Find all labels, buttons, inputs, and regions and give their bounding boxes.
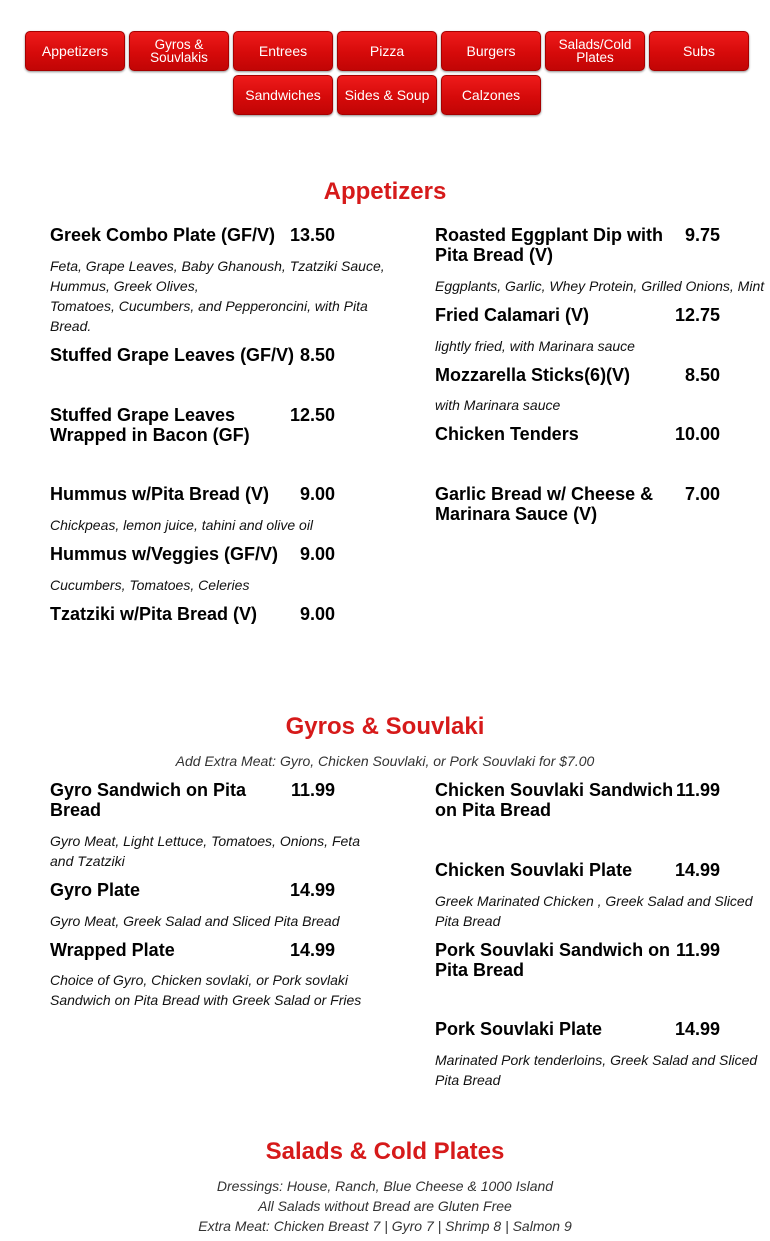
menu-item-name: Stuffed Grape Leaves (GF/V) bbox=[50, 345, 295, 365]
menu-item-price: 8.50 bbox=[684, 365, 720, 385]
description-line: Feta, Grape Leaves, Baby Ghanoush, Tzatziki Sauce, bbox=[50, 258, 385, 274]
description-line: Bread. bbox=[50, 318, 92, 334]
menu-item-price: 12.75 bbox=[674, 305, 720, 325]
section-title-salads: Salads & Cold Plates bbox=[265, 1138, 505, 1165]
nav-burgers-button[interactable]: Burgers bbox=[441, 31, 541, 71]
menu-item-name: Wrapped Plate bbox=[50, 940, 175, 960]
menu-item-name: Chicken Souvlaki Sandwich on Pita Bread bbox=[435, 780, 674, 820]
nav-salads-button[interactable]: Salads/Cold Plates bbox=[545, 31, 645, 71]
menu-item-price: 8.50 bbox=[299, 345, 335, 365]
menu-item-price: 14.99 bbox=[289, 940, 335, 960]
menu-item-name: Gyro Plate bbox=[50, 880, 141, 900]
menu-item-name: Hummus w/Pita Bread (V) bbox=[50, 484, 270, 504]
menu-item-price: 13.50 bbox=[289, 225, 335, 245]
menu-item-description: Choice of Gyro, Chicken sovlaki, or Pork sovlaki Sandwich on Pita Bread with Greek Salad or Fries bbox=[50, 972, 362, 1008]
menu-item-description: Eggplants, Garlic, Whey Protein, Grilled Onions, Mint bbox=[435, 278, 765, 294]
menu-item-name: Gyro Sandwich on Pita Bread bbox=[50, 780, 247, 820]
nav-sandwiches-button[interactable]: Sandwiches bbox=[233, 75, 333, 115]
menu-item-name: Hummus w/Veggies (GF/V) bbox=[50, 544, 279, 564]
menu-item-price: 7.00 bbox=[684, 484, 720, 504]
menu-item-name: Tzatziki w/Pita Bread (V) bbox=[50, 604, 258, 624]
nav-appetizers-button[interactable]: Appetizers bbox=[25, 31, 125, 71]
section-note: All Salads without Bread are Gluten Free bbox=[258, 1198, 512, 1214]
nav-subs-button[interactable]: Subs bbox=[649, 31, 749, 71]
nav-sides-soup-button[interactable]: Sides & Soup bbox=[337, 75, 437, 115]
nav-pizza-button[interactable]: Pizza bbox=[337, 31, 437, 71]
menu-item-name: Fried Calamari (V) bbox=[435, 305, 590, 325]
menu-item-price: 11.99 bbox=[675, 780, 720, 800]
menu-item-description: Chickpeas, lemon juice, tahini and olive oil bbox=[50, 517, 314, 533]
menu-item-price: 9.75 bbox=[684, 225, 720, 245]
menu-item-name: Garlic Bread w/ Cheese & Marinara Sauce (V) bbox=[435, 484, 654, 524]
nav-gyros-button[interactable]: Gyros & Souvlakis bbox=[129, 31, 229, 71]
menu-item-price: 10.00 bbox=[674, 424, 720, 444]
nav-entrees-button[interactable]: Entrees bbox=[233, 31, 333, 71]
menu-item-description: Gyro Meat, Light Lettuce, Tomatoes, Onions, Feta and Tzatziki bbox=[50, 833, 360, 869]
menu-item-price: 14.99 bbox=[674, 1019, 720, 1039]
menu-item-description: Greek Marinated Chicken , Greek Salad and Sliced Pita Bread bbox=[435, 893, 753, 929]
section-title-appetizers: Appetizers bbox=[323, 178, 447, 205]
menu-item-name: Roasted Eggplant Dip with Pita Bread (V) bbox=[435, 225, 663, 265]
menu-item-description: lightly fried, with Marinara sauce bbox=[435, 338, 635, 354]
description-line: Tomatoes, Cucumbers, and Pepperoncini, with Pita bbox=[50, 298, 368, 314]
section-note: Extra Meat: Chicken Breast 7 | Gyro 7 | Shrimp 8 | Salmon 9 bbox=[198, 1218, 572, 1234]
menu-item-name: Chicken Souvlaki Plate bbox=[435, 860, 633, 880]
menu-item-name: Chicken Tenders bbox=[435, 424, 579, 444]
menu-item-name: Stuffed Grape Leaves Wrapped in Bacon (GF) bbox=[50, 405, 250, 445]
nav-calzones-button[interactable]: Calzones bbox=[441, 75, 541, 115]
menu-item-price: 11.99 bbox=[290, 780, 335, 800]
menu-item-description: Gyro Meat, Greek Salad and Sliced Pita Bread bbox=[50, 913, 340, 929]
menu-item-description: Cucumbers, Tomatoes, Celeries bbox=[50, 577, 250, 593]
section-note: Add Extra Meat: Gyro, Chicken Souvlaki, or Pork Souvlaki for $7.00 bbox=[175, 753, 595, 769]
menu-item-name: Greek Combo Plate (GF/V) bbox=[50, 225, 276, 245]
menu-item-price: 14.99 bbox=[674, 860, 720, 880]
menu-item-name: Pork Souvlaki Sandwich on Pita Bread bbox=[435, 940, 671, 980]
menu-item-name: Pork Souvlaki Plate bbox=[435, 1019, 603, 1039]
menu-item-name: Mozzarella Sticks(6)(V) bbox=[435, 365, 631, 385]
menu-item-description: with Marinara sauce bbox=[435, 397, 561, 413]
menu-item-description bbox=[50, 256, 410, 336]
description-line: Hummus, Greek Olives, bbox=[50, 278, 199, 294]
menu-item-price: 9.00 bbox=[299, 604, 335, 624]
menu-item-price: 11.99 bbox=[675, 940, 720, 960]
section-title-gyros: Gyros & Souvlaki bbox=[285, 713, 485, 740]
menu-item-price: 14.99 bbox=[289, 880, 335, 900]
menu-item-description: Marinated Pork tenderloins, Greek Salad and Sliced Pita Bread bbox=[435, 1052, 758, 1088]
section-note: Dressings: House, Ranch, Blue Cheese & 1000 Island bbox=[216, 1178, 554, 1194]
menu-item-price: 9.00 bbox=[299, 484, 335, 504]
menu-item-price: 9.00 bbox=[299, 544, 335, 564]
menu-item-price: 12.50 bbox=[289, 405, 335, 425]
